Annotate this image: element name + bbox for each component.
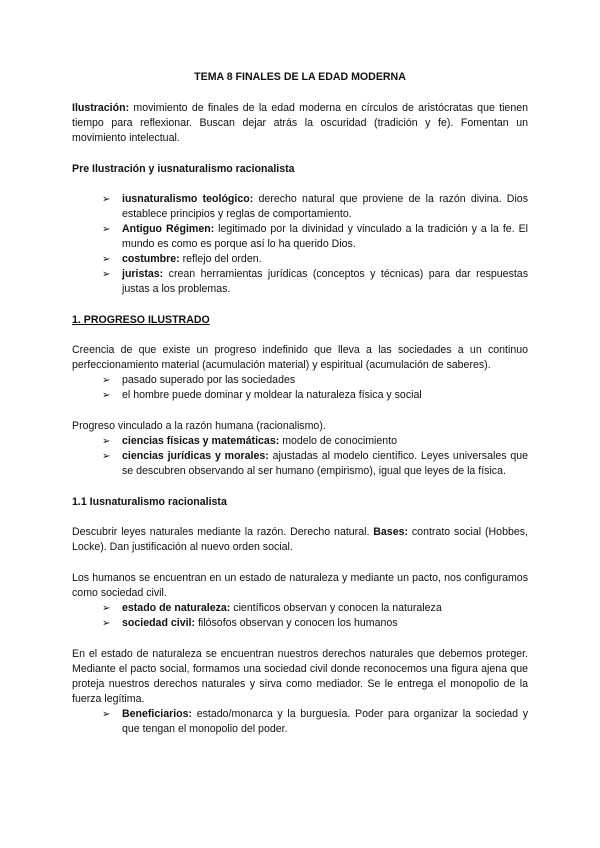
- intro-term: Ilustración:: [72, 102, 130, 114]
- pre-illustration-heading: Pre Ilustración y iusnaturalismo racionalista: [72, 163, 295, 175]
- list-item: [102, 616, 528, 631]
- arrow-bullet-icon: ➢: [102, 269, 111, 280]
- intro-paragraph: [72, 101, 528, 146]
- paragraph-text: Descubrir leyes naturales mediante la razón. Derecho natural.: [72, 526, 374, 538]
- progress-heading: 1. PROGRESO ILUSTRADO: [72, 314, 210, 326]
- list-item-term: ciencias físicas y matemáticas:: [122, 435, 280, 447]
- arrow-bullet-icon: ➢: [102, 194, 111, 205]
- list-item-term: juristas:: [122, 268, 164, 280]
- list-item: [102, 434, 528, 449]
- arrow-bullet-icon: ➢: [102, 224, 111, 235]
- document-title: TEMA 8 FINALES DE LA EDAD MODERNA: [194, 71, 406, 83]
- arrow-bullet-icon: ➢: [102, 603, 111, 614]
- iusnaturalism-list-2: [72, 707, 528, 737]
- iusnaturalism-heading: 1.1 Iusnaturalismo racionalista: [72, 496, 227, 508]
- list-item: [102, 707, 528, 737]
- list-item-text: estado/monarca y la burguesía. Poder para organizar la sociedad y que tengan el monopolio del poder.: [122, 708, 528, 735]
- arrow-bullet-icon: ➢: [102, 618, 111, 629]
- list-item-text: crean herramientas jurídicas (conceptos y técnicas) para dar respuestas justas a los problemas.: [122, 268, 528, 295]
- iusnaturalism-list-1: [72, 601, 528, 631]
- iusnaturalism-paragraph-2: Los humanos se encuentran en un estado de naturaleza y mediante un pacto, nos configuramos como sociedad civil.: [72, 572, 528, 599]
- paragraph-text: contrato social (Hobbes, Locke). Dan justificación al nuevo orden social.: [72, 526, 528, 553]
- list-item-text: el hombre puede dominar y moldear la naturaleza física y social: [122, 389, 422, 401]
- arrow-bullet-icon: ➢: [102, 375, 111, 386]
- progress-paragraph-2: Progreso vinculado a la razón humana (racionalismo).: [72, 420, 326, 432]
- progress-list-1: [72, 373, 528, 403]
- paragraph-term: Bases:: [373, 526, 409, 538]
- list-item-term: Beneficiarios:: [122, 708, 193, 720]
- intro-text: movimiento de finales de la edad moderna en círculos de aristócratas que tienen tiempo para reflexionar. Buscan dejar atrás la oscuridad (tradición y fe). Fomentan un movimiento intelectual.: [72, 102, 528, 144]
- list-item: [102, 388, 528, 403]
- list-item-term: costumbre:: [122, 253, 180, 265]
- list-item: [102, 601, 528, 616]
- list-item-text: pasado superado por las sociedades: [122, 374, 296, 386]
- arrow-bullet-icon: ➢: [102, 451, 111, 462]
- progress-list-2: [72, 434, 528, 479]
- arrow-bullet-icon: ➢: [102, 436, 111, 447]
- list-item-term: ciencias jurídicas y morales:: [122, 450, 269, 462]
- iusnaturalism-paragraph-3: En el estado de naturaleza se encuentran nuestros derechos naturales que debemos proteger. Mediante el pacto social, formamos una sociedad civil donde reconocemos una figura ajena que proteja nuestros derechos naturales y sirva como mediador. Se le entrega el monopolio de la fuerza legítima.: [72, 648, 528, 705]
- list-item-term: iusnaturalismo teológico:: [122, 193, 254, 205]
- list-item-term: estado de naturaleza:: [122, 602, 231, 614]
- list-item-text: derecho natural que proviene de la razón divina. Dios establece principios y reglas de comportamiento.: [122, 193, 528, 220]
- list-item-text: reflejo del orden.: [179, 253, 262, 265]
- list-item: [102, 252, 528, 267]
- list-item-text: legitimado por la divinidad y vinculado a la tradición y a la fe. El mundo es como es porque así lo ha querido Dios.: [122, 223, 529, 250]
- arrow-bullet-icon: ➢: [102, 254, 111, 265]
- list-item-text: modelo de conocimiento: [279, 435, 398, 447]
- progress-paragraph-1: Creencia de que existe un progreso indefinido que lleva a las sociedades a un continuo perfeccionamiento material (acumulación material) y espiritual (acumulación de saberes).: [72, 344, 528, 371]
- list-item-text: filósofos observan y conocen los humanos: [195, 617, 398, 629]
- arrow-bullet-icon: ➢: [102, 390, 111, 401]
- list-item: [102, 192, 528, 222]
- list-item-text: científicos observan y conocen la naturaleza: [230, 602, 442, 614]
- list-item: [102, 449, 528, 479]
- iusnaturalism-paragraph-1: [72, 525, 528, 555]
- page-content: [72, 70, 528, 737]
- list-item-term: sociedad civil:: [122, 617, 196, 629]
- list-item: [102, 373, 528, 388]
- list-item-text: ajustadas al modelo científico. Leyes universales que se descubren observando al ser humano (empirismo), igual que leyes de la física.: [122, 450, 528, 477]
- arrow-bullet-icon: ➢: [102, 709, 111, 720]
- pre-illustration-list: [72, 192, 528, 297]
- list-item: [102, 222, 529, 252]
- list-item: [102, 267, 528, 297]
- list-item-term: Antiguo Régimen:: [122, 223, 215, 235]
